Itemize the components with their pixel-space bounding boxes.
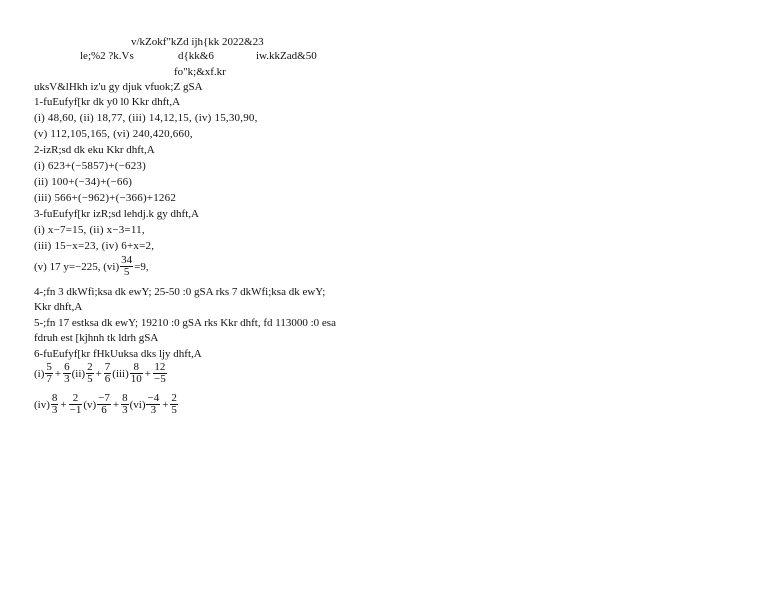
- q3-frac-numerator: 34: [121, 254, 133, 266]
- q6-vi-frac2: [170, 393, 178, 416]
- denominator: 3: [122, 404, 128, 416]
- q4-line2: Kkr dhft,A: [34, 301, 83, 313]
- exam-subject: fo"k;&xf.kr: [174, 66, 226, 78]
- numerator: 2: [171, 392, 177, 404]
- exam-title: v/kZokf"kZd ijh{kk 2022&23: [131, 36, 264, 48]
- numerator: 8: [122, 392, 128, 404]
- denominator: 3: [64, 373, 70, 385]
- plus-sign: +: [95, 367, 102, 380]
- plus-sign: +: [112, 398, 120, 411]
- q6-label-i: (i): [34, 367, 45, 380]
- q1-row1: (i) 48,60, (ii) 18,77, (iii) 14,12,15, (iv) 15,30,90,: [34, 112, 258, 124]
- denominator: −1: [69, 404, 82, 416]
- denominator: 3: [51, 404, 58, 416]
- q6-ii-frac1: [86, 362, 94, 385]
- q5-line2: fdruh est [kjhnh tk ldrh gSA: [34, 332, 159, 344]
- q6-iii-frac2: [153, 362, 167, 385]
- numerator: 5: [46, 361, 52, 373]
- q5-line1: 5-;fn 17 estksa dk ewY; 19210 :0 gSA rks Kkr dhft, fd 113000 :0 esa: [34, 317, 336, 329]
- exam-time: le;%2 ?k.Vs: [80, 50, 134, 62]
- q3-row2: (iii) 15−x=23, (iv) 6+x=2,: [34, 240, 155, 252]
- q2-title: 2-izR;sd dk eku Kkr dhft,A: [34, 144, 155, 156]
- numerator: 2: [69, 393, 83, 405]
- denominator: 3: [150, 404, 157, 416]
- q4-line1: 4-;fn 3 dkWfi;ksa dk ewY; 25-50 :0 gSA rks 7 dkWfi;ksa dk ewY;: [34, 286, 326, 298]
- denominator: 10: [130, 373, 142, 385]
- q6-i-frac2: [63, 362, 71, 385]
- plus-sign: +: [144, 367, 151, 380]
- q3-row3-tail: =9,: [134, 260, 149, 273]
- instruction: uksV&lHkh iz'u gy djuk vfuok;Z gSA: [34, 81, 203, 93]
- denominator: 6: [101, 404, 107, 416]
- q6-label-vi: (vi): [129, 398, 146, 411]
- q6-label-v: (v): [83, 398, 97, 411]
- numerator: 2: [87, 361, 93, 373]
- numerator: 12: [154, 361, 166, 373]
- q6-label-ii: (ii): [71, 367, 86, 380]
- q2-part-iii: (iii) 566+(−962)+(−366)+1262: [34, 192, 177, 204]
- denominator: 6: [104, 373, 111, 385]
- denominator: 5: [171, 404, 177, 416]
- q3-row3-text: (v) 17 y=−225, (vi): [34, 260, 120, 273]
- numerator: −7: [98, 392, 110, 404]
- denominator: 7: [46, 373, 52, 385]
- q6-i-frac1: [45, 362, 53, 385]
- q2-part-i: (i) 623+(−5857)+(−623): [34, 160, 146, 172]
- exam-class: d{kk&6: [178, 50, 214, 62]
- numerator: 8: [51, 392, 58, 404]
- numerator: 8: [130, 362, 143, 374]
- plus-sign: +: [162, 398, 169, 411]
- q6-iv-frac1: [51, 393, 59, 416]
- q1-title: 1-fuEufyf[kr dk y0 l0 Kkr dhft,A: [34, 96, 181, 108]
- q2-part-ii: (ii) 100+(−34)+(−66): [34, 176, 133, 188]
- q3-fraction: [120, 255, 133, 278]
- q6-iv-frac2: [69, 393, 83, 416]
- q6-vi-frac1: [146, 393, 160, 416]
- q6-row2: [34, 393, 179, 416]
- q6-label-iii: (iii): [112, 367, 129, 380]
- denominator: −5: [154, 373, 166, 385]
- plus-sign: +: [54, 367, 62, 380]
- q6-label-iv: (iv): [34, 398, 50, 411]
- numerator: 7: [104, 361, 111, 373]
- numerator: 6: [64, 361, 70, 373]
- q3-title: 3-fuEufyf[kr izR;sd lehdj.k gy dhft,A: [34, 208, 199, 220]
- denominator: 5: [87, 373, 93, 385]
- q6-title: 6-fuEufyf[kr fHkUuksa dks ljy dhft,A: [34, 348, 202, 360]
- plus-sign: +: [60, 398, 67, 411]
- q6-row1: [34, 362, 168, 385]
- q6-ii-frac2: [104, 362, 112, 385]
- q3-row3: [34, 255, 149, 278]
- numerator: −4: [147, 392, 160, 404]
- q6-v-frac2: [121, 393, 129, 416]
- q3-row1: (i) x−7=15, (ii) x−3=11,: [34, 224, 145, 236]
- q6-v-frac1: [97, 393, 111, 416]
- q3-frac-denominator: 5: [123, 266, 130, 278]
- q1-row2: (v) 112,105,165, (vi) 240,420,660,: [34, 128, 193, 140]
- exam-marks: iw.kkZad&50: [256, 50, 317, 62]
- q6-iii-frac1: [130, 362, 143, 385]
